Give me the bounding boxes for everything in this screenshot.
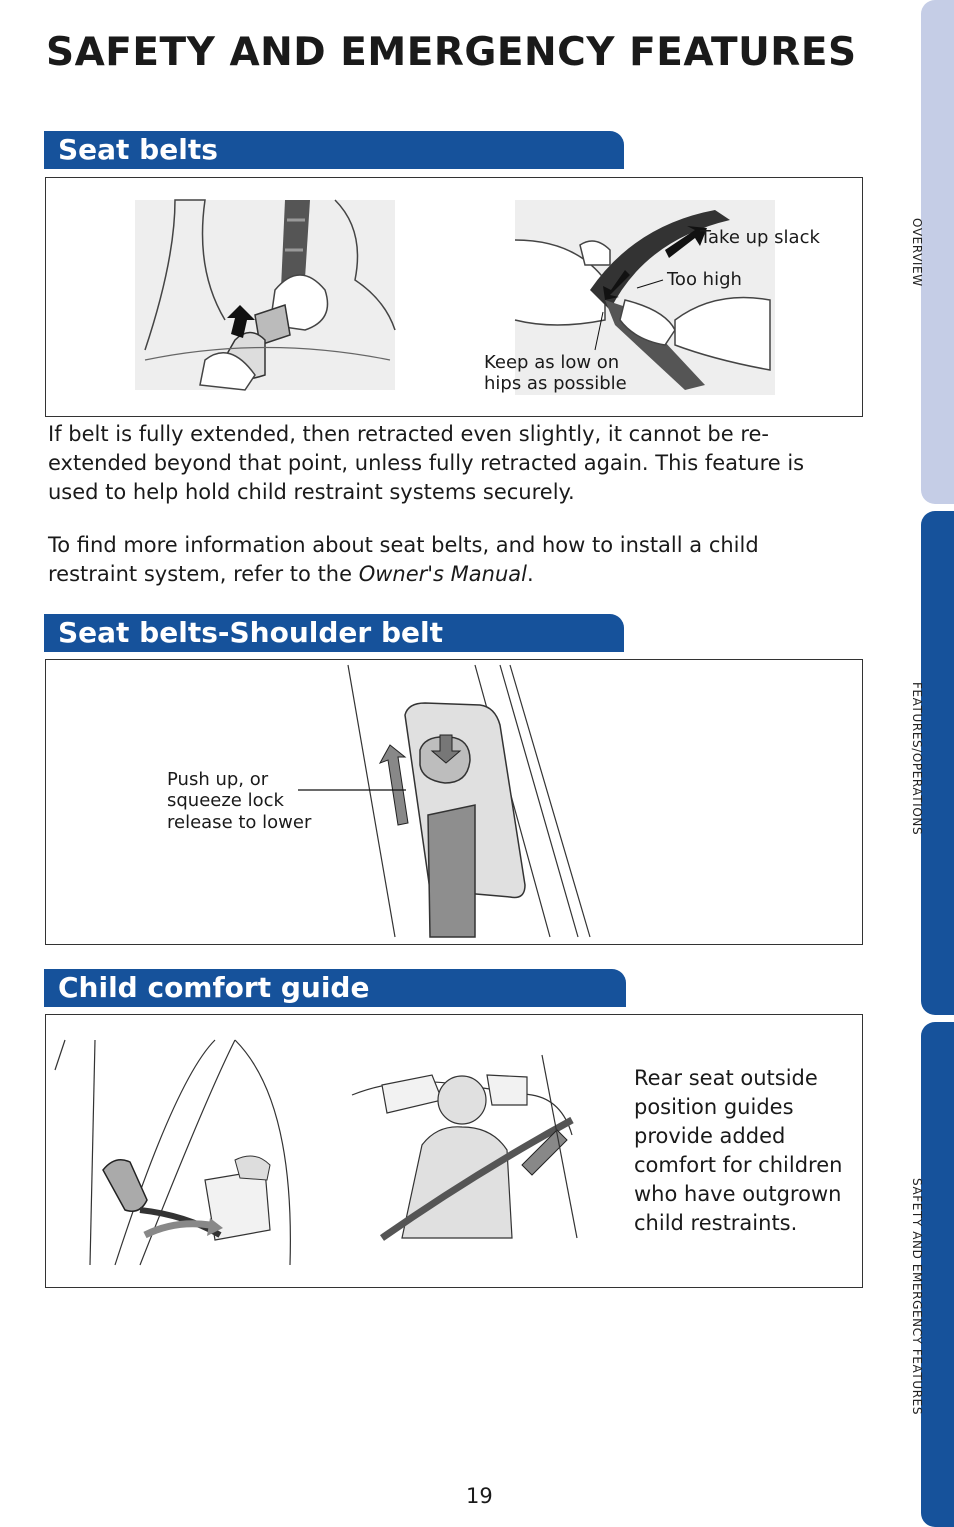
side-tab-overview[interactable] <box>921 0 954 504</box>
callout-too-high: Too high <box>667 269 742 290</box>
paragraph-2-text: To find more information about seat belts, and how to install a child restraint system, refer to the <box>48 533 759 586</box>
buckle-illustration <box>135 200 395 390</box>
comfort-guide-illustration <box>55 1040 315 1265</box>
section-heading-child-comfort: Child comfort guide <box>44 969 626 1007</box>
section-heading-shoulder-belt: Seat belts-Shoulder belt <box>44 614 624 652</box>
callout-keep-low-line1: Keep as low on <box>484 352 620 373</box>
owners-manual-reference: Owner's Manual <box>358 562 527 586</box>
page-number: 19 <box>466 1484 493 1508</box>
callout-take-up-slack: Take up slack <box>700 227 820 248</box>
seat-belts-paragraph-1: If belt is fully extended, then retracted even slightly, it cannot be re-extended beyond that point, unless fully retracted again. This feature is used to help hold child restraint systems securely. <box>48 422 805 504</box>
page-title: SAFETY AND EMERGENCY FEATURES <box>46 30 857 75</box>
callout-keep-low-line2: hips as possible <box>484 373 627 394</box>
child-seated-illustration <box>342 1055 582 1240</box>
side-label-safety: SAFETY AND EMERGENCY FEATURES <box>910 1178 924 1416</box>
seat-belts-paragraph-2 <box>48 531 828 589</box>
callout-push-up-line3: release to lower <box>167 812 312 833</box>
shoulder-belt-illustration <box>340 665 600 940</box>
paragraph-2-end: . <box>527 562 534 586</box>
section-heading-seat-belts: Seat belts <box>44 131 624 169</box>
shoulder-callout-line <box>298 788 408 792</box>
side-label-overview: OVERVIEW <box>910 218 924 287</box>
side-tab-features[interactable] <box>921 511 954 1015</box>
side-label-features: FEATURES/OPERATIONS <box>910 682 924 836</box>
callout-push-up-line1: Push up, or <box>167 769 269 790</box>
child-comfort-description: Rear seat outside position guides provide added comfort for children who have outgrown child restraints. <box>634 1066 843 1235</box>
callout-push-up-line2: squeeze lock <box>167 790 284 811</box>
side-tab-safety[interactable] <box>921 1022 954 1527</box>
